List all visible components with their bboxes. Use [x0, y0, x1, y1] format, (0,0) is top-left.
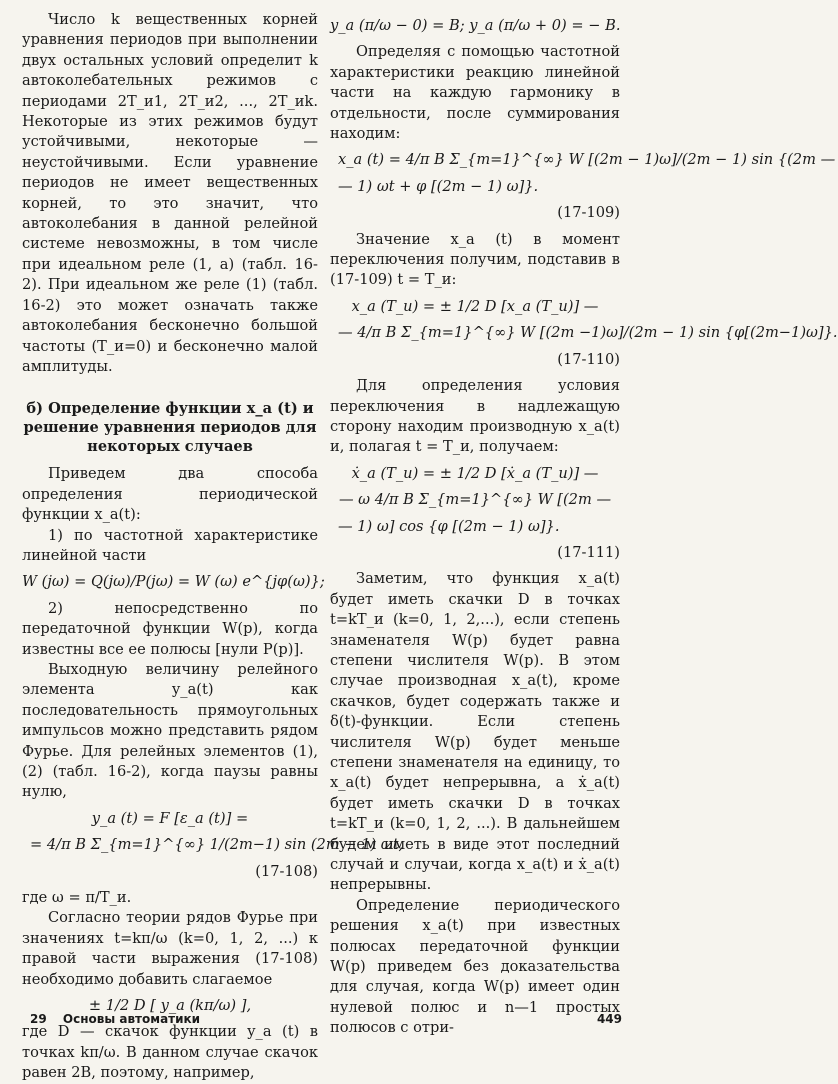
right-column — [330, 10, 838, 1039]
formula: = 4/π B Σ_{m=1}^{∞} 1/(2m−1) sin (2m − 1) ωt, — [30, 836, 404, 854]
paragraph: 2) непосредственно по передаточной функции W(p), когда известны все ее полюсы [нули P(p)]. — [22, 599, 318, 658]
equation-number: (17-109) — [557, 204, 620, 222]
paragraph: Число k вещественных корней уравнения периодов при выполнении двух остальных условий определит k автоколебательных режимов с периодами 2T_и1, 2T_и2, ..., 2T_иk. Некоторые из этих режимов будут устойчивыми, некоторые — неустойчивыми. Если уравнение периодов не имеет вещественных корней, то это значит, что автоколебания в данной релейной системе невозможны, в том числе при идеальном реле (1, а) (табл. 16-2). При идеальном же реле (1) (табл. 16-2) это может означать также автоколебания бесконечно большой частоты (T_и=0) и бесконечно малой амплитуды. — [22, 11, 318, 375]
formula: — 4/π B Σ_{m=1}^{∞} W [(2m −1)ω]/(2m − 1) sin {φ[(2m−1)ω]}. — [338, 324, 838, 342]
formula: — 1) ωt + φ [(2m − 1) ω]}. — [338, 177, 539, 195]
paragraph: Заметим, что функция x_а(t) будет иметь скачки D в точках t=kT_и (k=0, 1, 2,...), если степень знаменателя W(p) будет равна степени числителя W(p). В этом случае производная x_а(t), кроме скачков, будет содержать также и δ(t)-функции. Если степень числителя W(p) будет меньше степени знаменателя на единицу, то x_а(t) будет непрерывна, а ẋ_а(t) будет иметь скачки D в точках t=kT_и (k=0, 1, 2, ...). В дальнейшем будем иметь в виде этот последний случай и случаи, когда x_а(t) и ẋ_а(t) непрерывны. — [330, 570, 620, 894]
formula: ± 1/2 D [ y_а (kπ/ω) ], — [88, 997, 252, 1015]
formula: — ω 4/π B Σ_{m=1}^{∞} W [(2m — — [338, 491, 612, 509]
left-column — [22, 10, 404, 1084]
formula: W (jω) = Q(jω)/P(jω) = W (ω) e^{jφ(ω)}; — [22, 573, 325, 591]
formula: x_а (T_и) = ± 1/2 D [x_а (T_и)] — — [351, 297, 599, 315]
paragraph: Определяя с помощью частотной характеристики реакцию линейной части на каждую гармонику в отдельности, после суммирования находим: — [330, 43, 620, 143]
paragraph: Для определения условия переключения в надлежащую сторону находим производную x_а(t) и, полагая t = T_и, получаем: — [330, 377, 620, 456]
equation-number: (17-111) — [557, 543, 620, 561]
paragraph: где ω = π/T_и. — [22, 889, 132, 907]
formula: y_а (t) = F [ε_а (t)] = — [91, 809, 249, 827]
book-title: Основы автоматики — [62, 1012, 201, 1026]
formula: x_а (t) = 4/π B Σ_{m=1}^{∞} W [(2m − 1)ω]/(2m − 1) sin {(2m — — [338, 151, 836, 169]
paragraph: Согласно теории рядов Фурье при значениях t=kπ/ω (k=0, 1, 2, ...) к правой части выражения (17-108) необходимо добавить слагаемое — [22, 909, 318, 988]
signature-number: 29 — [30, 1012, 47, 1026]
paragraph: Значение x_а (t) в момент переключения получим, подставив в (17-109) t = T_и: — [330, 230, 620, 289]
equation-number: (17-110) — [557, 350, 620, 368]
section-heading: б) Определение функции x_а (t) и решение уравнения периодов для некоторых случаев — [23, 400, 317, 456]
page-footer — [30, 1012, 622, 1026]
paragraph: Определение периодического решения x_а(t) при известных полюсах передаточной функции W(p) приведем без доказательства для случая, когда W(p) имеет один нулевой полюс и n—1 простых полюсов с отри- — [330, 896, 620, 1037]
equation-number: (17-108) — [255, 862, 318, 880]
page-number: 449 — [596, 1012, 622, 1026]
paragraph: Приведем два способа определения периодической функции x_а(t): — [22, 465, 318, 524]
paragraph: 1) по частотной характеристике линейной части — [22, 526, 318, 564]
paragraph: Выходную величину релейного элемента y_а(t) как последовательность прямоугольных импульсов можно представить рядом Фурье. Для релейных элементов (1), (2) (табл. 16-2), когда паузы равны нулю, — [22, 660, 318, 801]
formula: — 1) ω] cos {φ [(2m − 1) ω]}. — [338, 517, 560, 535]
formula: ẋ_а (T_и) = ± 1/2 D [ẋ_а (T_и)] — — [351, 464, 599, 482]
paragraph: где D — скачок функции y_а (t) в точках kπ/ω. В данном случае скачок равен 2B, поэтому, например, — [22, 1023, 318, 1082]
formula: y_а (π/ω − 0) = B; y_а (π/ω + 0) = − B. — [330, 17, 621, 34]
